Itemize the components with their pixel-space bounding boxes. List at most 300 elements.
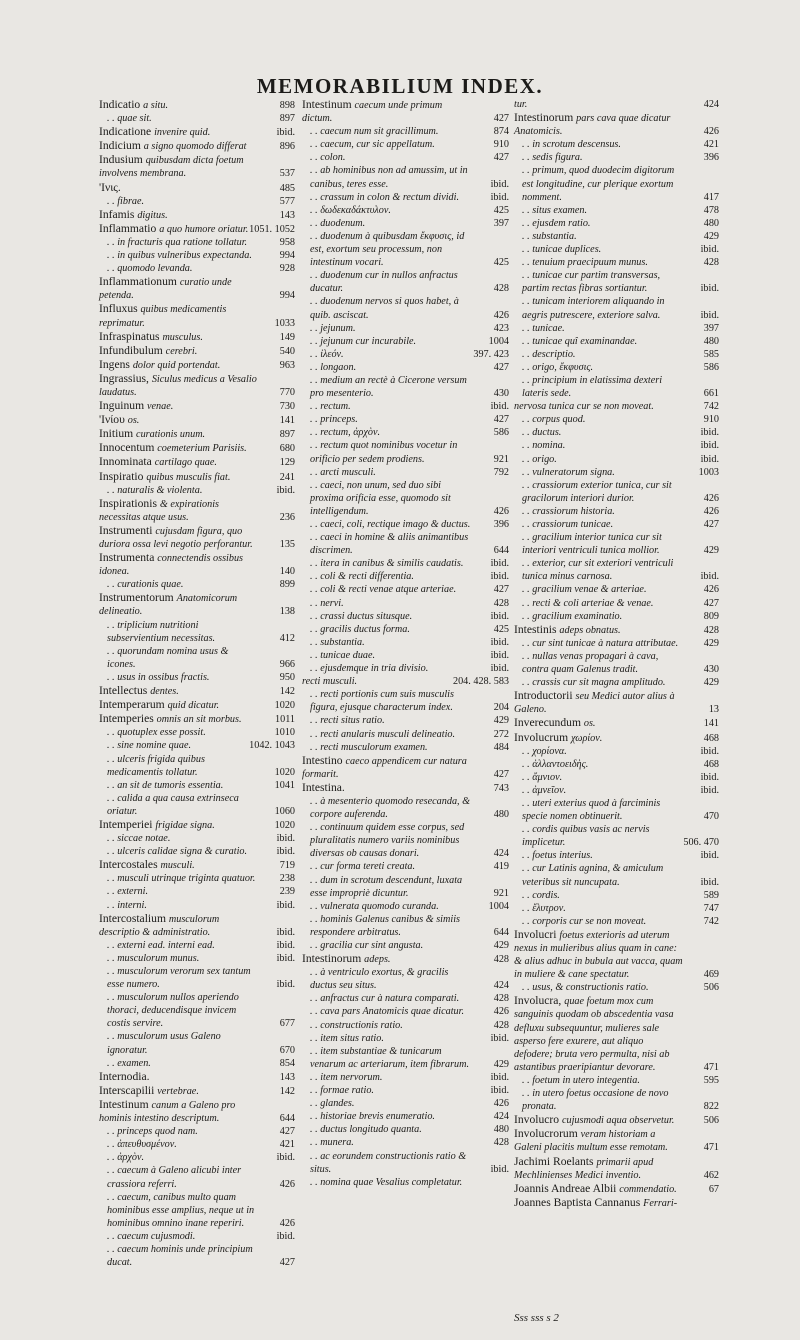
entry-page-number: 468 [703, 758, 719, 770]
entry-page-number: 419 [493, 861, 509, 873]
entry-text: . . quomodo levanda. [107, 263, 193, 275]
entry-text: χωρίον. [571, 732, 603, 744]
entry-text: . . cur Latinis agnina, & amiculum veteribus sit nuncupata. [522, 863, 664, 888]
entry-text: quae foetum mox cum sanguinis quodam ob abscedentia vasa defluxu subsequuntur, mulieres sale asperso fere exurere, aut aliquo defodere; bruta vero permulta, nisi ab astantibus praeripiantur devorare. [514, 996, 674, 1073]
entry-text: . . in scrotum descensus. [522, 139, 621, 151]
entry-text: . . usus in ossibus fractis. [107, 671, 210, 683]
entry-page-number: ibid. [490, 610, 509, 622]
entry-page-number: 1041 [274, 779, 295, 791]
index-column-middle [302, 98, 509, 1189]
index-entry [302, 623, 509, 636]
entry-text: . . tunicam interiorem aliquando in aegris putrescere, exteriore salva. [522, 296, 665, 321]
index-entry [302, 1097, 509, 1110]
entry-text: . . origo. [522, 453, 557, 465]
index-entry [514, 797, 719, 823]
index-entry [302, 610, 509, 623]
index-entry [302, 1176, 509, 1189]
entry-page-number: 143 [279, 1071, 295, 1083]
entry-text: . . gracilium examinatio. [522, 610, 623, 622]
entry-page-number: 238 [279, 873, 295, 885]
entry-text: recti musculi. [302, 676, 358, 688]
entry-headword: Intestinum [302, 98, 355, 111]
entry-page-number: 427 [493, 361, 509, 373]
index-entry [99, 302, 295, 329]
entry-page-number: ibid. [700, 771, 719, 783]
entry-text: . . caecum cujusmodi. [107, 1230, 196, 1242]
entry-text: . . exterior, cur sit exteriori ventriculi tunica minus carnosa. [522, 558, 674, 583]
entry-headword: Infundibulum [99, 343, 166, 357]
index-entry [514, 731, 719, 745]
entry-text: a quo humore oriatur. [159, 223, 249, 235]
entry-page-number: 670 [279, 1044, 295, 1056]
index-entry [302, 348, 509, 361]
entry-page-number: 142 [279, 1085, 295, 1097]
index-column-left [99, 98, 295, 1269]
entry-page-number: ibid. [700, 244, 719, 256]
index-entry [302, 1123, 509, 1136]
entry-text: . . gracilis ductus forma. [310, 623, 410, 635]
entry-headword: Involucrum [514, 730, 571, 744]
entry-page-number: 425 [493, 623, 509, 635]
entry-page-number: 898 [279, 100, 295, 111]
entry-text: . . item substantiae & tunicarum venarum ac arteriarum, item fibrarum. [310, 1045, 470, 1070]
entry-page-number: 429 [703, 545, 719, 557]
entry-page-number: 644 [493, 545, 509, 557]
entry-text: . . cordis. [522, 889, 560, 901]
index-entry [302, 992, 509, 1005]
entry-page-number: 595 [703, 1074, 719, 1086]
entry-text: musculus. [162, 331, 203, 343]
entry-text: . . duodenum. [310, 217, 366, 229]
index-entry [302, 636, 509, 649]
entry-headword: Involucro [514, 1113, 562, 1127]
index-entry [514, 862, 719, 888]
entry-page-number: 537 [279, 168, 295, 180]
index-entry [99, 98, 295, 112]
entry-page-number: 770 [279, 386, 295, 398]
index-entry [99, 899, 295, 912]
entry-text: . . historiae brevis enumeratio. [310, 1111, 435, 1123]
entry-text: . . duodenum à quibusdam ἔκφυσις, id est, exortum seu processum, non intestinum vocari. [310, 230, 465, 269]
entry-page-number: 921 [493, 453, 509, 465]
entry-text: . . crassi ductus situsque. [310, 610, 413, 622]
entry-page-number: ibid. [276, 952, 295, 964]
entry-text: quid dicatur. [167, 700, 220, 712]
entry-text: musculi. [160, 860, 195, 872]
entry-page-number: 397. 423 [473, 348, 509, 360]
entry-page-number: 428 [703, 624, 719, 636]
entry-page-number: 430 [493, 388, 509, 400]
entry-text: . . recti situs ratio. [310, 715, 385, 727]
index-entry [99, 698, 295, 712]
entry-page-number: 429 [703, 230, 719, 242]
entry-page-number: 428 [493, 954, 509, 966]
entry-page-number: 742 [703, 915, 719, 927]
entry-headword: Intercostales [99, 858, 161, 872]
index-entry [514, 610, 719, 623]
entry-headword: Ingrassius, [99, 371, 152, 385]
index-entry [514, 243, 719, 256]
entry-page-number: 910 [493, 139, 509, 151]
entry-page-number: 425 [493, 204, 509, 216]
entry-page-number: ibid. [276, 1230, 295, 1242]
entry-page-number: 1020 [274, 766, 295, 778]
entry-text: . . dum in scrotum descendunt, luxata esse impropriè dicuntur. [310, 874, 463, 899]
entry-text: . . coli & recti venae atque arteriae. [310, 584, 457, 596]
entry-headword: Initium [99, 427, 137, 441]
entry-page-number: 589 [703, 889, 719, 901]
index-entry [99, 1243, 295, 1269]
index-entry [514, 269, 719, 295]
index-entry [99, 1057, 295, 1070]
entry-text: vertebrae. [157, 1085, 199, 1097]
entry-text: . . quae sit. [107, 113, 152, 125]
entry-text: . . princeps quod nam. [107, 1126, 198, 1138]
entry-page-number: 426 [493, 505, 509, 517]
index-entry [514, 915, 719, 928]
entry-page-number: 424 [493, 1111, 509, 1123]
entry-page-number: 428 [703, 257, 719, 269]
index-entry [514, 426, 719, 439]
entry-page-number: 1011 [275, 714, 295, 726]
entry-text: . . ἰλεόν. [310, 348, 344, 360]
index-entry [99, 1084, 295, 1098]
index-entry [514, 758, 719, 771]
index-entry [302, 466, 509, 479]
entry-headword: Intellectus [99, 684, 151, 698]
entry-page-number: 426 [493, 1098, 509, 1110]
entry-headword: Intestinum [99, 1097, 152, 1111]
entry-headword: Interscapilii [99, 1083, 158, 1097]
index-entry [99, 441, 295, 455]
entry-text: . . gracilium interior tunica cur sit interiori ventriculi tunica mollior. [522, 532, 662, 557]
entry-text: . . calida a qua causa extrinseca oriatur. [107, 792, 239, 817]
entry-page-number: ibid. [276, 833, 295, 845]
index-entry [514, 230, 719, 243]
entry-text: . . musculorum nullos aperiendo thoraci, deducendisque invicem costis servire. [107, 992, 239, 1030]
entry-text: . . caecum num sit gracillimum. [310, 126, 439, 138]
index-entry [514, 981, 719, 994]
entry-text: . . ἔλυτρον. [522, 902, 566, 914]
index-entry [514, 374, 719, 400]
index-entry [99, 832, 295, 845]
entry-text: . . munera. [310, 1137, 354, 1149]
index-entry [302, 125, 509, 138]
index-entry [302, 1150, 509, 1176]
entry-page-number: 149 [279, 331, 295, 343]
entry-text: venae. [146, 401, 174, 413]
entry-page-number: ibid. [490, 636, 509, 648]
entry-page-number: 742 [703, 401, 719, 413]
entry-text: . . fibrae. [107, 195, 145, 207]
entry-page-number: ibid. [490, 663, 509, 675]
entry-text: adeps obnatus. [559, 624, 621, 636]
entry-text: . . cordis quibus vasis ac nervis implicetur. [522, 824, 650, 849]
index-entry [99, 1230, 295, 1243]
entry-text: . . foetum in utero integentia. [522, 1074, 640, 1086]
entry-text: canum a Galeno pro hominis intestino descriptum. [99, 1099, 236, 1125]
entry-text: . . tunicae duae. [310, 649, 376, 661]
entry-text: coemeterium Parisiis. [157, 443, 247, 455]
entry-text: . . ac eorundem constructionis ratio & situs. [310, 1150, 467, 1175]
entry-page-number: 428 [493, 597, 509, 609]
entry-text: . . descriptio. [522, 348, 576, 360]
entry-page-number: 899 [279, 579, 295, 591]
index-entry [302, 439, 509, 465]
entry-page-number: 896 [279, 141, 295, 153]
entry-page-number: 239 [279, 886, 295, 898]
entry-text: musculorum descriptio & administratio. [99, 913, 220, 938]
entry-text: . . recti portionis cum suis musculis figura, ejusque characterum index. [310, 689, 454, 714]
entry-text: . . anfractus cur à natura comparati. [310, 993, 460, 1005]
index-entry [99, 1070, 295, 1084]
index-entry [302, 361, 509, 374]
index-entry [514, 1196, 719, 1210]
entry-text: veram historiam a Galeni placitis multum esse remotam. [514, 1129, 668, 1154]
entry-text: . . musculi utrinque triginta quatuor. [107, 873, 256, 885]
entry-text: . . à ventriculo exortus, & gracilis ductus seu situs. [310, 967, 449, 992]
entry-headword: Instrumenta [99, 551, 158, 565]
entry-text: . . curationis quae. [107, 579, 184, 591]
entry-text: . . rectum, ἀρχὸν. [310, 427, 381, 439]
index-entry [302, 518, 509, 531]
index-entry [99, 1191, 295, 1230]
entry-text: . . princeps. [310, 414, 358, 426]
entry-page-number: ibid. [490, 1163, 509, 1175]
entry-text: . . χορίονα. [522, 745, 567, 757]
entry-text: . . formae ratio. [310, 1085, 374, 1097]
index-entry [99, 1138, 295, 1151]
entry-text: . . ἀμνεῖον. [522, 784, 567, 796]
entry-page-number: ibid. [490, 1032, 509, 1044]
entry-headword: Indicatio [99, 98, 144, 111]
entry-text: . . caeci, non unum, sed duo sibi proxima orificia esse, quomodo sit intelligendum. [310, 479, 451, 517]
entry-page-number: 428 [493, 1019, 509, 1031]
index-entry [99, 858, 295, 872]
entry-text: commendatio. [619, 1183, 677, 1195]
entry-page-number: 426 [279, 1178, 295, 1190]
entry-page-number: ibid. [490, 558, 509, 570]
entry-text: . . situs examen. [522, 204, 588, 216]
entry-page-number: 822 [703, 1101, 719, 1113]
index-entry [514, 623, 719, 637]
index-entry [99, 1098, 295, 1125]
entry-headword: 'Ινίου [99, 413, 128, 427]
entry-text: . . caeci in homine & aliis animantibus discrimen. [310, 532, 469, 557]
index-entry [99, 684, 295, 698]
entry-text: seu Medici autor alius à Galeno. [514, 691, 675, 716]
entry-page-number: 426 [493, 1006, 509, 1018]
entry-page-number: 910 [703, 414, 719, 426]
index-entry [302, 138, 509, 151]
entry-text: . . rectum quot nominibus vocetur in orificio per sedem prodiens. [310, 440, 458, 465]
entry-text: . . caecum hominis unde principium ducat. [107, 1243, 253, 1269]
index-entry [99, 952, 295, 965]
entry-page-number: 428 [493, 283, 509, 295]
index-entry [302, 939, 509, 952]
entry-page-number: ibid. [490, 178, 509, 190]
index-entry [302, 1045, 509, 1071]
index-entry [514, 823, 719, 849]
entry-headword: Inflammatio [99, 221, 160, 235]
index-entry [514, 902, 719, 915]
entry-page-number: 747 [703, 902, 719, 914]
index-entry [514, 98, 719, 111]
entry-text: . . caecum, canibus multo quam hominibus esse amplius, neque ut in hominibus omnino inane reperiri. [107, 1191, 255, 1229]
entry-text: . . ἄμνιον. [522, 771, 563, 783]
entry-text: . . in utero foetus occasione de novo pronata. [522, 1088, 669, 1113]
entry-text: . . tunicae duplices. [522, 244, 602, 256]
entry-text: . . vulnerata quomodo curanda. [310, 900, 439, 912]
entry-text: . . ἀπευθυσμένον. [107, 1139, 177, 1151]
index-entry [99, 372, 295, 399]
entry-text: omnis an sit morbus. [156, 714, 242, 726]
index-entry [302, 741, 509, 754]
index-entry [99, 195, 295, 208]
entry-text: . . duodenum cur in nullos anfractus ducatur. [310, 270, 458, 295]
index-entry [514, 784, 719, 797]
index-entry [302, 1019, 509, 1032]
index-entry [514, 204, 719, 217]
entry-page-number: ibid. [276, 899, 295, 911]
index-entry [302, 781, 509, 795]
entry-text: Siculus medicus a Vesalio laudatus. [99, 373, 257, 398]
entry-text: . . nervi. [310, 597, 344, 609]
entry-page-number: 950 [279, 671, 295, 683]
index-entry [302, 1005, 509, 1018]
index-entry [99, 551, 295, 578]
index-entry [99, 181, 295, 195]
index-entry [302, 583, 509, 596]
entry-page-number: 140 [279, 566, 295, 578]
entry-page-number: ibid. [490, 571, 509, 583]
entry-headword: Intestino [302, 753, 346, 767]
entry-headword: Inverecundum [514, 716, 584, 730]
entry-text: . . crassum in colon & rectum dividi. [310, 191, 460, 203]
index-entry [302, 913, 509, 939]
index-entry [302, 164, 509, 190]
entry-text: . . substantia. [522, 230, 577, 242]
index-entry [514, 745, 719, 758]
entry-page-number: 1051. 1052 [249, 223, 295, 235]
index-entry [514, 439, 719, 452]
entry-page-number: 719 [279, 860, 295, 872]
entry-text: . . ἀλλαντοειδὴς. [522, 758, 589, 770]
index-entry [514, 413, 719, 426]
entry-page-number: 427 [493, 152, 509, 164]
index-entry [514, 348, 719, 361]
entry-text: tur. [514, 99, 528, 110]
entry-headword: Joannis Andreae Albii [514, 1181, 620, 1195]
entry-page-number: ibid. [276, 127, 295, 139]
index-entry [99, 965, 295, 991]
index-entry [99, 712, 295, 726]
index-entry [99, 153, 295, 180]
entry-text: quibus musculis fiat. [146, 471, 231, 483]
entry-page-number: 963 [279, 359, 295, 371]
entry-headword: Innominata [99, 455, 155, 469]
entry-page-number: 67 [708, 1183, 719, 1195]
index-entry [302, 400, 509, 413]
index-entry [302, 531, 509, 557]
index-entry [302, 322, 509, 335]
index-entry [514, 994, 719, 1074]
entry-text: os. [127, 415, 140, 427]
entry-page-number: 480 [493, 809, 509, 821]
entry-text: . . cur sint tunicae à natura attributae. [522, 637, 679, 649]
index-entry [302, 204, 509, 217]
entry-text: quibus medicamentis reprimatur. [99, 304, 227, 329]
entry-text: pars cava quae dicatur Anatomicis. [514, 113, 671, 138]
entry-page-number: 1020 [274, 700, 295, 712]
index-entry [302, 688, 509, 714]
entry-page-number: 1003 [698, 466, 719, 478]
index-entry [302, 728, 509, 741]
entry-page-number: 426 [703, 584, 719, 596]
index-entry [99, 236, 295, 249]
entry-text: . . examen. [107, 1057, 151, 1069]
entry-page-number: ibid. [700, 440, 719, 452]
entry-page-number: ibid. [490, 191, 509, 203]
entry-text: . . uteri exterius quod à farciminis specie nomen obtinuerit. [522, 797, 661, 823]
entry-text: . . recti musculorum examen. [310, 741, 428, 753]
entry-page-number: 429 [493, 940, 509, 951]
index-entry [514, 479, 719, 505]
index-entry [514, 453, 719, 466]
index-entry [514, 466, 719, 479]
index-entry [99, 497, 295, 524]
index-entry [302, 952, 509, 966]
index-entry [514, 889, 719, 902]
index-entry [99, 275, 295, 302]
entry-text: digitus. [137, 209, 168, 221]
entry-page-number: ibid. [276, 926, 295, 938]
entry-page-number: 272 [493, 728, 509, 740]
index-entry [99, 1030, 295, 1056]
index-entry [302, 860, 509, 873]
entry-page-number: ibid. [490, 649, 509, 661]
entry-page-number: 874 [493, 126, 509, 138]
entry-page-number: 129 [279, 457, 295, 469]
entry-page-number: 427 [279, 1257, 295, 1269]
entry-headword: Intestinorum [514, 111, 577, 125]
entry-page-number: 809 [703, 610, 719, 622]
entry-page-number: 577 [279, 195, 295, 207]
entry-page-number: 427 [493, 113, 509, 125]
entry-text: . . medium an rectè à Cicerone versum pro mesenterio. [310, 374, 467, 400]
entry-page-number: 143 [279, 209, 295, 221]
entry-page-number: ibid. [276, 484, 295, 496]
index-entry [302, 966, 509, 992]
entry-page-number: 204 [493, 702, 509, 714]
index-entry [514, 716, 719, 730]
index-entry [99, 991, 295, 1030]
entry-page-number: 429 [703, 637, 719, 649]
entry-page-number: 423 [493, 322, 509, 334]
entry-text: . . sedis figura. [522, 152, 583, 164]
entry-text: . . ductus longitudo quanta. [310, 1124, 422, 1136]
entry-page-number: 1004 [488, 335, 509, 347]
entry-page-number: ibid. [490, 401, 509, 413]
entry-page-number: 424 [493, 980, 509, 992]
index-entry [99, 939, 295, 952]
entry-text: . . tunicae quî examinandae. [522, 335, 638, 347]
index-entry [99, 619, 295, 645]
entry-page-number: 428 [493, 1137, 509, 1149]
entry-page-number: 426 [703, 492, 719, 504]
entry-text: . . tunicae. [522, 322, 565, 334]
entry-page-number: 480 [703, 217, 719, 229]
